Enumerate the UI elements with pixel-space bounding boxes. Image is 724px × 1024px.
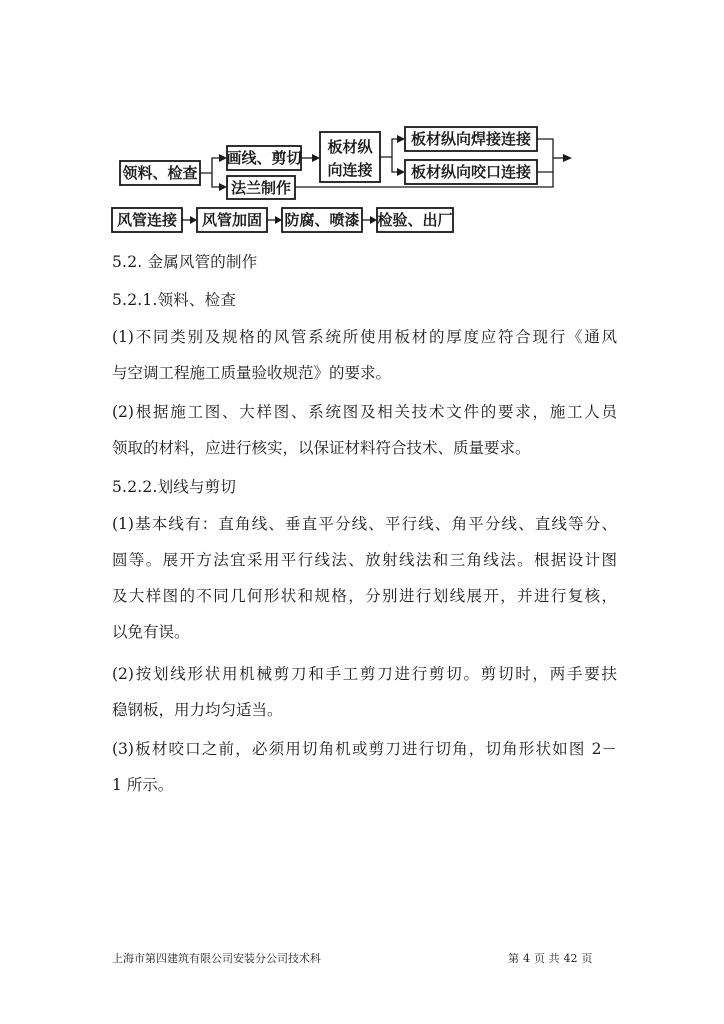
- subsection-title-receive-check: 5.2.1.领料、检查: [112, 291, 237, 309]
- arrowhead: [370, 216, 377, 224]
- paragraph-line: 圆等。展开方法宜采用平行线法、放射线法和三角线法。根据设计图: [112, 551, 617, 569]
- page-suffix: 页: [581, 952, 593, 965]
- connector-join-to-weld: [380, 139, 398, 157]
- arrowhead: [219, 183, 227, 191]
- paragraph-line: (2)按划线形状用机械剪刀和手工剪刀进行剪切。剪切时，两手要扶: [112, 665, 617, 683]
- footer-company: 上海市第四建筑有限公司安装分公司技术科: [112, 952, 321, 965]
- page-mid: 页 共: [534, 952, 560, 965]
- node-duct-reinforce-label: 风管加固: [201, 211, 263, 229]
- arrowhead: [312, 154, 320, 162]
- node-inspect-ship-label: 检验、出厂: [377, 211, 453, 229]
- node-duct-connect-label: 风管连接: [116, 211, 178, 229]
- page-prefix: 第: [508, 952, 519, 965]
- paragraph-line: 1 所示。: [112, 776, 174, 794]
- node-longitudinal-join-label-line2: 向连接: [327, 161, 373, 179]
- node-anticorrosion-paint-label: 防腐、喷漆: [284, 211, 360, 229]
- arrowhead: [563, 154, 572, 162]
- node-seam-join-label: 板材纵向咬口连接: [410, 163, 532, 181]
- paragraph-material-verification: [112, 394, 617, 466]
- paragraph-line: 与空调工程施工质量验收规范》的要求。: [112, 364, 392, 382]
- paragraph-corner-cutting: [112, 731, 617, 803]
- paragraph-line: (2)根据施工图、大样图、系统图及相关技术文件的要求，施工人员: [112, 403, 617, 421]
- paragraph-line: (1)基本线有：直角线、垂直平分线、平行线、角平分线、直线等分、: [112, 515, 617, 533]
- paragraph-line: 稳钢板，用力均匀适当。: [112, 701, 283, 719]
- page-total: 42: [563, 952, 578, 965]
- footer-page-number: [508, 950, 597, 966]
- arrowhead: [397, 168, 405, 176]
- node-weld-join-label: 板材纵向焊接连接: [410, 130, 532, 148]
- paragraph-line: 领取的材料，应进行核实，以保证材料符合技术、质量要求。: [112, 439, 531, 457]
- node-longitudinal-join-label-line1: 板材纵: [327, 138, 373, 156]
- node-receive-check-label: 领料、检查: [122, 164, 198, 182]
- paragraph-line: 以免有误。: [112, 623, 190, 641]
- node-flange-make-label: 法兰制作: [230, 179, 292, 197]
- subsection-title-scribe-cut: 5.2.2.划线与剪切: [112, 478, 237, 496]
- connector-receive-to-flange: [212, 173, 220, 187]
- paragraph-sheet-thickness: [112, 319, 617, 391]
- paragraph-shearing: [112, 656, 617, 728]
- page-current: 4: [523, 952, 530, 965]
- paragraph-line: (3)板材咬口之前，必须用切角机或剪刀进行切角，切角形状如图 2－: [112, 740, 617, 758]
- process-flowchart: [0, 0, 724, 250]
- paragraph-basic-lines: [112, 506, 617, 650]
- arrowhead: [275, 216, 282, 224]
- arrowhead: [190, 216, 197, 224]
- section-title: 5.2. 金属风管的制作: [112, 253, 258, 271]
- paragraph-line: (1)不同类别及规格的风管系统所使用板材的厚度应符合现行《通风: [112, 328, 617, 346]
- arrowhead: [397, 135, 405, 143]
- paragraph-line: 及大样图的不同几何形状和规格，分别进行划线展开，并进行复核，: [112, 587, 617, 605]
- connector-receive-to-scribe: [200, 158, 220, 173]
- connector-merge-bracket: [537, 139, 553, 172]
- node-scribe-cut-label: 画线、剪切: [226, 149, 302, 167]
